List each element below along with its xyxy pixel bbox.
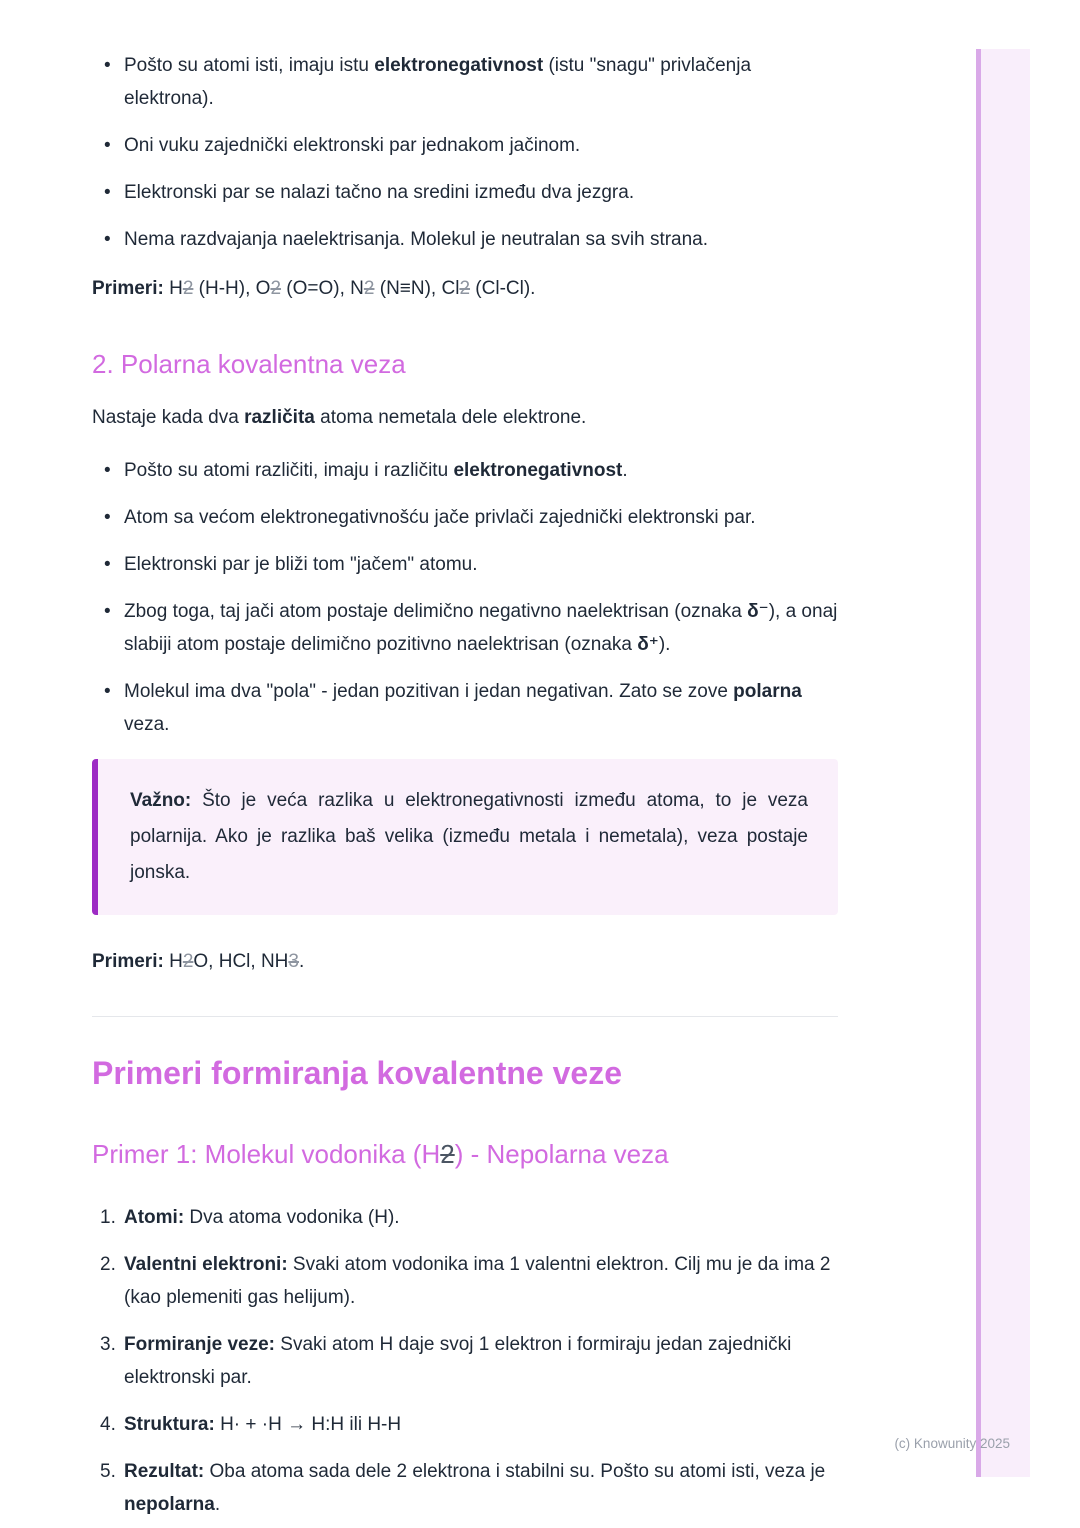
- list-item: • Oni vuku zajednički elektronski par jednakom jačinom.: [92, 129, 838, 162]
- examples-polar: Primeri: H2O, HCl, NH3.: [92, 951, 305, 972]
- list-item: • Elektronski par je bliži tom "jačem" atomu.: [92, 548, 838, 581]
- heading-primer-1: Primer 1: Molekul vodonika (H2) - Nepolarna veza: [92, 1139, 669, 1169]
- list-item: • Molekul ima dva "pola" - jedan pozitivan i jedan negativan. Zato se zove polarna veza.: [92, 675, 838, 741]
- examples-nonpolar: Primeri: H2 (H-H), O2 (O=O), N2 (N≡N), Cl2 (Cl-Cl).: [92, 278, 536, 299]
- list-item: • Nema razdvajanja naelektrisanja. Molekul je neutralan sa svih strana.: [92, 223, 838, 256]
- heading-polar-covalent: 2. Polarna kovalentna veza: [92, 349, 406, 379]
- list-item: Rezultat: Oba atoma sada dele 2 elektrona i stabilni su. Pošto su atomi isti, veza je nepolarna.: [124, 1461, 826, 1515]
- list-item: Formiranje veze: Svaki atom H daje svoj 1 elektron i formiraju jedan zajednički elektronski par.: [124, 1334, 792, 1388]
- numbered-list-primer-1: [92, 1201, 838, 1521]
- heading-formation-examples: Primeri formiranja kovalentne veze: [92, 1055, 622, 1091]
- bullet-list-polar: [92, 454, 838, 741]
- list-item: Atomi: Dva atoma vodonika (H).: [124, 1207, 400, 1228]
- callout-important: [92, 759, 838, 915]
- list-item: • Pošto su atomi isti, imaju istu elektronegativnost (istu "snagu" privlačenja elektrona).: [92, 49, 838, 115]
- list-item: • Elektronski par se nalazi tačno na sredini između dva jezgra.: [92, 176, 838, 209]
- document-content: [92, 0, 838, 1528]
- callout-text: Važno: Što je veća razlika u elektronegativnosti između atoma, to je veza polarnija. Ako je razlika baš velika (između metala i nemetala), veza postaje jonska.: [130, 790, 808, 883]
- list-item: • Pošto su atomi različiti, imaju i različitu elektronegativnost.: [92, 454, 838, 487]
- bullet-list-nonpolar: [92, 49, 838, 256]
- intro-polar: Nastaje kada dva različita atoma nemetala dele elektrone.: [92, 407, 587, 428]
- list-item: Valentni elektroni: Svaki atom vodonika ima 1 valentni elektron. Cilj mu je da ima 2 (kao plemeniti gas helijum).: [124, 1254, 831, 1308]
- side-highlight-bar: [976, 49, 1030, 1477]
- list-item: Struktura: H· + ·H → H:H ili H-H: [124, 1414, 402, 1435]
- list-item: • Zbog toga, taj jači atom postaje delimično negativno naelektrisan (oznaka δ⁻), a onaj slabiji atom postaje delimično pozitivno naelektrisan (oznaka δ⁺).: [92, 595, 838, 661]
- watermark: (c) Knowunity 2025: [894, 1436, 1010, 1451]
- section-divider: [92, 1016, 838, 1017]
- list-item: • Atom sa većom elektronegativnošću jače privlači zajednički elektronski par.: [92, 501, 838, 534]
